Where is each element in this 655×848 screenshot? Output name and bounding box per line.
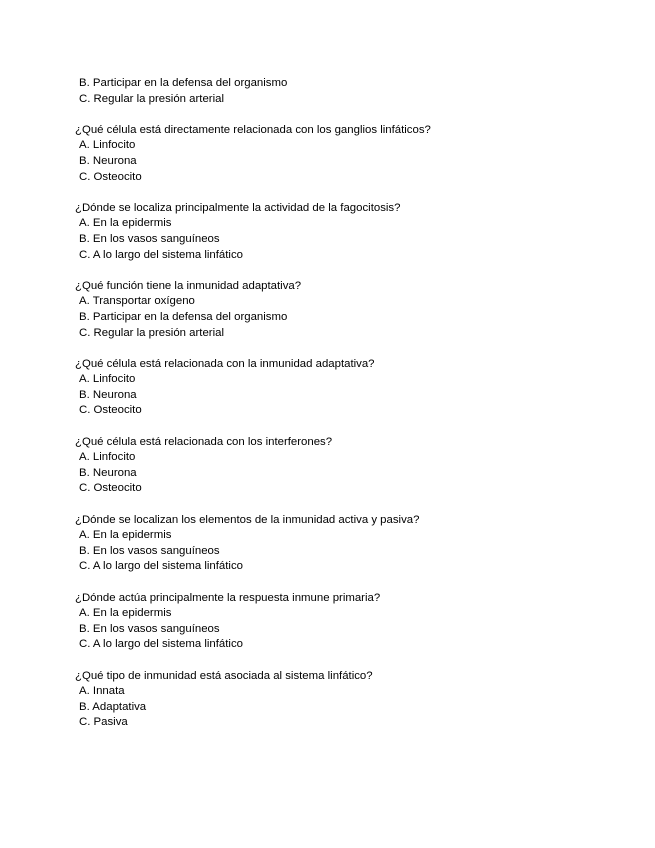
question-block xyxy=(75,435,635,497)
question-block xyxy=(75,591,635,653)
question-text: ¿Qué tipo de inmunidad está asociada al sistema linfático? xyxy=(75,669,373,682)
answer-option: B. Neurona xyxy=(79,154,137,167)
question-block xyxy=(75,669,635,731)
answer-option: B. Participar en la defensa del organismo xyxy=(79,77,288,89)
question-block xyxy=(75,123,635,185)
answer-option: B. Adaptativa xyxy=(79,700,147,713)
answer-option: B. Participar en la defensa del organismo xyxy=(79,310,288,323)
answer-option: C. Pasiva xyxy=(79,716,128,729)
answer-option: A. Linfocito xyxy=(79,139,136,152)
answer-option: C. Osteocito xyxy=(79,404,142,417)
answer-option: C. Regular la presión arterial xyxy=(79,326,224,339)
question-block xyxy=(75,279,635,341)
question-text: ¿Dónde se localiza principalmente la actividad de la fagocitosis? xyxy=(75,201,401,214)
answer-option: A. Linfocito xyxy=(79,373,136,386)
question-text: ¿Qué célula está directamente relacionada con los ganglios linfáticos? xyxy=(75,123,431,136)
answer-option: B. En los vasos sanguíneos xyxy=(79,544,220,557)
leading-options-block xyxy=(75,76,635,107)
question-block xyxy=(75,357,635,419)
answer-option: A. Transportar oxígeno xyxy=(79,295,195,308)
answer-option: C. A lo largo del sistema linfático xyxy=(79,560,243,573)
answer-option: B. En los vasos sanguíneos xyxy=(79,232,220,245)
answer-option: A. Linfocito xyxy=(79,451,136,464)
question-text: ¿Dónde actúa principalmente la respuesta inmune primaria? xyxy=(75,591,381,604)
question-text: ¿Qué función tiene la inmunidad adaptativa? xyxy=(75,279,302,292)
question-block xyxy=(75,201,635,263)
question-text: ¿Qué célula está relacionada con los interferones? xyxy=(75,435,333,448)
question-text: ¿Qué célula está relacionada con la inmunidad adaptativa? xyxy=(75,357,375,370)
answer-option: C. A lo largo del sistema linfático xyxy=(79,248,243,261)
answer-option: C. Regular la presión arterial xyxy=(79,92,224,105)
question-text: ¿Dónde se localizan los elementos de la inmunidad activa y pasiva? xyxy=(75,513,420,526)
answer-option: C. Osteocito xyxy=(79,482,142,495)
answer-option: C. Osteocito xyxy=(79,170,142,183)
answer-option: B. En los vasos sanguíneos xyxy=(79,622,220,635)
answer-option: A. En la epidermis xyxy=(79,529,172,542)
answer-option: B. Neurona xyxy=(79,388,137,401)
quiz-content xyxy=(75,76,635,731)
answer-option: A. En la epidermis xyxy=(79,607,172,620)
answer-option: A. En la epidermis xyxy=(79,217,172,230)
question-block xyxy=(75,513,635,575)
answer-option: B. Neurona xyxy=(79,466,137,479)
answer-option: C. A lo largo del sistema linfático xyxy=(79,638,243,651)
answer-option: A. Innata xyxy=(79,685,125,698)
